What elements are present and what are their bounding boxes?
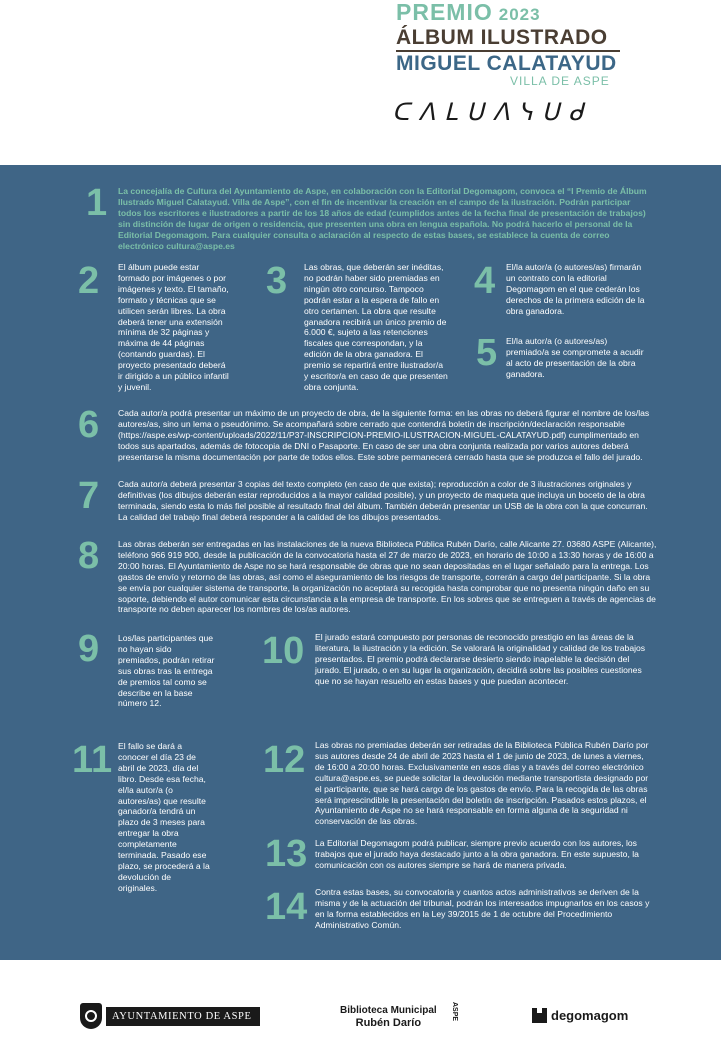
premio-year: 2023 (498, 5, 541, 24)
base-number-13: 13 (265, 833, 308, 875)
ayuntamiento-logo (80, 1003, 260, 1029)
villa-subtitle: VILLA DE ASPE (510, 74, 610, 88)
ayuntamiento-label: AYUNTAMIENTO DE ASPE (106, 1007, 260, 1026)
base-text-7: Cada autor/a deberá presentar 3 copias del texto completo (en caso de que exista); reproducción a color de 3 ilustraciones originales y definitivas (los dibujos deberán estar reproducidos a la mayor calidad posible), y un proyecto de maqueta que incluya un boceto de la obra terminada, siendo esta lo más fiel posible al resultado final del álbum. También deberán presentar un USB de la obra con la que concurran. La calidad del trabajo final deberá responder a la calidad de los dibujos presentados. (118, 479, 648, 522)
calatayud-signature-logo: ᑕᐱᒪᑌᐱᓭᑌᑯ (392, 98, 593, 126)
biblioteca-logo (340, 1005, 437, 1029)
base-number-9: 9 (78, 628, 100, 670)
biblioteca-line2: Rubén Darío (355, 1017, 422, 1029)
album-title: ÁLBUM ILUSTRADO (396, 26, 608, 49)
base-text-11: El fallo se dará a conocer el día 23 de abril de 2023, día del libro. Desde esa fecha, el/la autor/a (o autores/as) que resulte ganador/a tendrá un plazo de 3 meses para entregar la obra completamente terminada. Pasado ese plazo, se procederá a la devolución de originales. (118, 741, 210, 893)
base-number-10: 10 (262, 630, 305, 672)
base-text-3: Las obras, que deberán ser inéditas, no podrán haber sido premiadas en ningún otro concurso. Tampoco podrán estar a la espera de fallo en otro certamen. La obra que resulte ganadora recibirá un único premio de 6.000 €, sujeto a las retenciones fiscales que correspondan, y la edición de la obra ganadora. El premio se repartirá entre ilustrador/a y escritor/a en caso de que presenten obra conjunta. (304, 262, 448, 392)
base-text-13: La Editorial Degomagom podrá publicar, siempre previo acuerdo con los autores, los trabajos que el jurado haya destacado junto a la obra ganadora. En este supuesto, la comunicación con os autores siempre se hará de manera privada. (315, 838, 639, 870)
coat-of-arms-icon (80, 1003, 102, 1029)
author-name: MIGUEL CALATAYUD (396, 52, 617, 75)
base-text-14: Contra estas bases, su convocatoria y cuantos actos administrativos se deriven de la misma y de la actuación del tribunal, podrán los interesados impugnarlos en los casos y en la forma establecidos en la Ley 39/2015 de 1 de octubre del Procedimiento Administrativo Común. (315, 887, 650, 930)
base-number-2: 2 (78, 260, 100, 302)
base-number-6: 6 (78, 404, 100, 446)
base-text-5: El/la autor/a (o autores/as) premiado/a se compromete a acudir al acto de presentación de la obra ganadora. (506, 336, 644, 379)
base-text-2: El álbum puede estar formado por imágenes o por imágenes y texto. El tamaño, formato y técnicas que se utilicen serán libres. La obra deberá tener una extensión mínima de 32 páginas y máxima de 44 páginas (contando guardas). El proyecto presentado deberá ir dirigido a un público infantil y juvenil. (118, 262, 229, 392)
premio-title: PREMIO 2023 (396, 0, 541, 25)
base-text-8: Las obras deberán ser entregadas en las instalaciones de la nueva Biblioteca Pública Rubén Darío, calle Alicante 27. 03680 ASPE (Alicante), teléfono 966 919 900, desde la publicación de la convocatoria hasta el 27 de marzo de 2023, en horario de 10:00 a 13:30 horas y de 16:00 a 20:00 horas. El Ayuntamiento de Aspe no se hará responsable de obras que no sean depositadas en el lugar señalado para la entrega. Los gastos de envío y retorno de las obras, así como el aseguramiento de los riesgos de transporte, correrán a cargo del participante. Si la obra se envía por cualquier sistema de transporte, la organización no aceptará su recogida hasta comprobar que no presenta ningún daño en su soporte, debiendo el autor comunicar esta circunstancia a la empresa de transporte. En los sobres que se entreguen a través de agencias de transporte no deben aparecer los nombres de los/as autores. (118, 539, 657, 615)
base-text-9: Los/las participantes que no hayan sido premiados, podrán retirar sus obras tras la entrega de premios tal como se describe en la base número 12. (118, 633, 215, 709)
degomagom-logo (532, 1008, 628, 1023)
base-number-14: 14 (265, 886, 308, 928)
base-number-7: 7 (78, 475, 100, 517)
biblioteca-side-label: ASPE (451, 1002, 458, 1022)
degomagom-icon (532, 1008, 547, 1023)
base-text-6: Cada autor/a podrá presentar un máximo de un proyecto de obra, de la siguiente forma: en las obras no deberá figurar el nombre de los/las autores/as, sino un lema o pseudónimo. Se acompañará sobre cerrado que contendrá boletín de inscripción/declaración responsable (https://aspe.es/wp-content/uploads/2022/11/P37-INSCRIPCION-PREMIO-ILUSTRACION-MIGUEL-CALATAYUD.pdf) cumplimentado en todos sus apartados, además de fotocopia de DNI o Pasaporte. En caso de ser una obra conjunta realizada por varios autores deberá presentarse la misma documentación por parte de todos ellos. Este sobre permanecerá cerrado hasta que se produzca el fallo del jurado. (118, 408, 650, 462)
degomagom-label: degomagom (551, 1008, 629, 1023)
base-text-1: La concejalía de Cultura del Ayuntamiento de Aspe, en colaboración con la Editorial Degomagom, convoca el “I Premio de Álbum Ilustrado Miguel Calatayud. Villa de Aspe”, con el fin de incentivar la creación en el campo de la ilustración. Podrán participar todos los escritores e ilustradores a partir de los 18 años de edad (cumplidos antes de la fecha final de presentación de trabajos) sin distinción de lugar de origen o residencia, que presenten una obra en lengua española. No podrá hacerlo el personal de la Editorial Degomagom. Para cualquier consulta o aclaración al respecto de estas bases, se establece la cuenta de correo electrónico cultura@aspe.es (118, 186, 647, 251)
base-number-3: 3 (266, 260, 288, 302)
base-number-12: 12 (263, 739, 306, 781)
base-text-10: El jurado estará compuesto por personas de reconocido prestigio en las áreas de la literatura, la ilustración y la edición. Se valorará la originalidad y calidad de los trabajos presentados. El premio podrá declararse desierto siendo inapelable la decisión del jurado. El jurado, o en su lugar la organización, decidirá sobre las posibles cuestiones que no se hayan resuelto en estas bases y que puedan acontecer. (315, 632, 646, 686)
base-text-12: Las obras no premiadas deberán ser retiradas de la Biblioteca Pública Rubén Darío por sus autores desde 24 de abril de 2023 hasta el 1 de junio de 2023, de lunes a viernes, de 16:00 a 20:00 horas. Exclusivamente en esos días y a través del correo electrónico cultura@aspe.es, se puede solicitar la devolución mediante transportista designado por el participante, que se hará cargo de los gastos de envío. Para la recogida de las obras será imprescindible la presentación del boletín de inscripción. Pasados estos plazos, el Ayuntamiento de Aspe no se hará responsable en forma alguna de la seguridad ni conservación de las obras. (315, 740, 649, 827)
base-number-11: 11 (72, 739, 113, 781)
biblioteca-line1: Biblioteca Municipal (340, 1005, 437, 1016)
base-number-8: 8 (78, 535, 100, 577)
base-number-1: 1 (86, 182, 108, 224)
base-number-5: 5 (476, 332, 498, 374)
poster-header (0, 0, 721, 165)
base-number-4: 4 (474, 260, 496, 302)
base-text-4: El/la autor/a (o autores/as) firmarán un contrato con la editorial Degomagom en el que cederán los derechos de la primera edición de la obra ganadora. (506, 262, 645, 316)
